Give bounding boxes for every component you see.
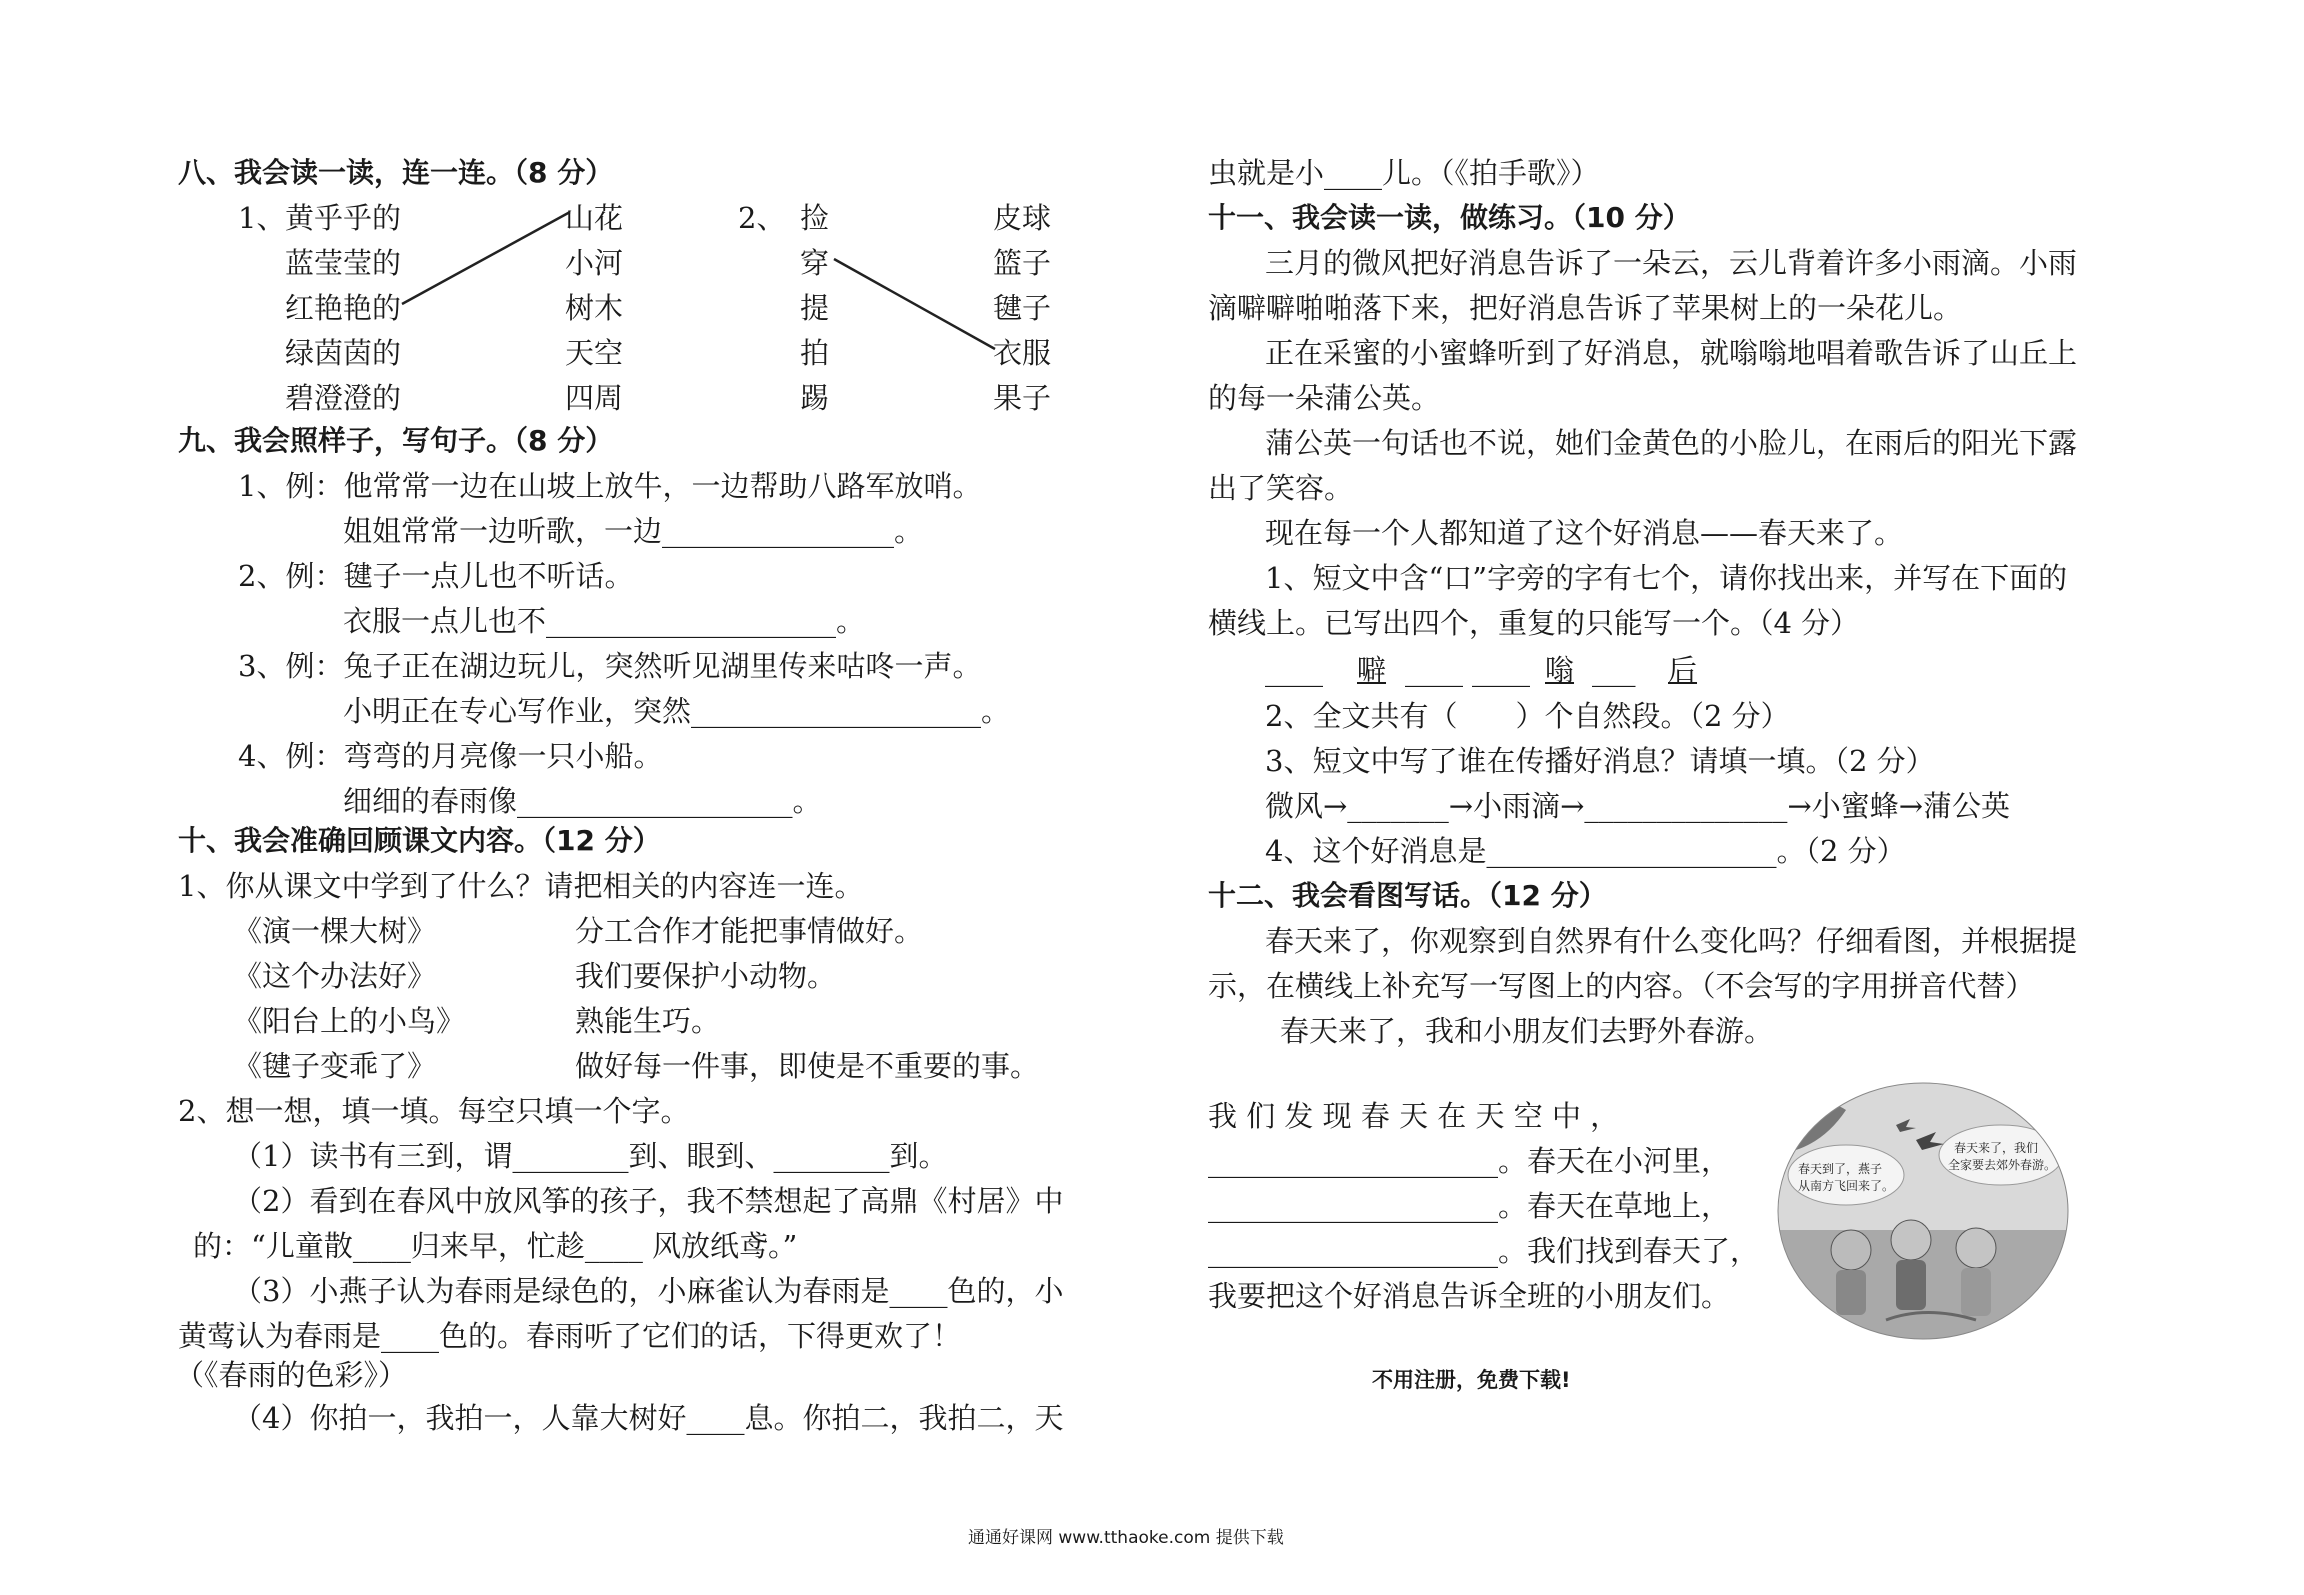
match-line-example-2 — [834, 259, 995, 349]
question-line: 横线上。已写出四个，重复的只能写一个。（4 分） — [1208, 606, 1860, 640]
g2-left-item: 穿 — [800, 246, 830, 280]
group-1-number: 1、 — [238, 201, 286, 235]
illustration-picture — [1776, 1080, 2070, 1342]
g2-left-item: 拍 — [800, 336, 830, 370]
g1-right-item: 山花 — [565, 201, 624, 235]
g1-right-item: 天空 — [565, 336, 624, 370]
section-10-title: 十、我会准确回顾课文内容。（12 分） — [178, 824, 661, 857]
passage-line: 正在采蜜的小蜜蜂听到了好消息，就嗡嗡地唱着歌告诉了山丘上 — [1265, 336, 2078, 370]
g1-right-item: 树木 — [565, 291, 624, 325]
fill-line: 衣服一点儿也不____________________。 — [343, 604, 866, 638]
g2-left-item: 踢 — [800, 381, 830, 415]
lesson-title: 《这个办法好》 — [233, 959, 437, 993]
lesson-moral: 熟能生巧。 — [575, 1004, 721, 1038]
fill-line: 微风→_______→小雨滴→______________→小蜜蜂→蒲公英 — [1265, 789, 2010, 823]
example-line: 3、例：兔子正在湖边玩儿，突然听见湖里传来咕咚一声。 — [238, 649, 982, 683]
given-character: 后 — [1668, 653, 1698, 687]
passage-line: 的每一朵蒲公英。 — [1208, 381, 1441, 415]
bubble-right-line-1: 春天来了，我们 — [1954, 1141, 2039, 1155]
writing-line: ____________________。我们找到春天了， — [1208, 1234, 1760, 1268]
fill-line: 小明正在专心写作业，突然____________________。 — [343, 694, 1011, 728]
section-9-title: 九、我会照样子，写句子。（8 分） — [178, 424, 614, 457]
match-line-example-1 — [402, 212, 570, 304]
writing-line: ____________________。春天在小河里， — [1208, 1144, 1731, 1178]
example-line: 2、例：毽子一点儿也不听话。 — [238, 559, 634, 593]
g1-right-item: 四周 — [565, 381, 624, 415]
section-12-title: 十二、我会看图写话。（12 分） — [1208, 879, 1607, 912]
g1-left-item: 黄乎乎的 — [285, 201, 402, 235]
passage-line: 现在每一个人都知道了这个好消息——春天来了。 — [1265, 516, 1904, 550]
g1-left-item: 蓝莹莹的 — [285, 246, 402, 280]
lesson-title: 《毽子变乖了》 — [233, 1049, 437, 1083]
lesson-title: 《阳台上的小鸟》 — [233, 1004, 466, 1038]
g2-right-item: 毽子 — [993, 291, 1052, 325]
question-2: 2、想一想，填一填。每空只填一个字。 — [178, 1094, 690, 1128]
g2-right-item: 衣服 — [993, 336, 1052, 370]
question-line: 3、短文中写了谁在传播好消息？请填一填。（2 分） — [1265, 744, 1935, 778]
g2-right-item: 篮子 — [993, 246, 1052, 280]
lesson-moral: 做好每一件事，即使是不重要的事。 — [575, 1049, 1040, 1083]
writing-line: ____________________。春天在草地上， — [1208, 1189, 1731, 1223]
fill-line: （1）读书有三到，谓________到、眼到、________到。 — [233, 1139, 948, 1173]
blank: ____ — [1405, 653, 1463, 687]
bubble-left-line-2: 从南方飞回来了。 — [1798, 1179, 1895, 1193]
fill-line: 的：“儿童散____归来早，忙趁____ 风放纸鸢。” — [193, 1229, 798, 1263]
fill-line: （2）看到在春风中放风筝的孩子，我不禁想起了高鼎《村居》中 — [233, 1184, 1064, 1218]
blank: ____ — [1265, 653, 1323, 687]
question-line: 2、全文共有（ ）个自然段。（2 分） — [1265, 699, 1790, 733]
group-2-number: 2、 — [738, 201, 786, 235]
source-note: （《春雨的色彩》） — [175, 1358, 408, 1392]
spring-outing-illustration — [1776, 1080, 2070, 1342]
example-line: 1、例：他常常一边在山坡上放牛，一边帮助八路军放哨。 — [238, 469, 982, 503]
blank: ____ — [1472, 653, 1530, 687]
fill-line: 姐姐常常一边听歌，一边________________。 — [343, 514, 924, 548]
lesson-title: 《演一棵大树》 — [233, 914, 437, 948]
instruction-line: 示，在横线上补充写一写图上的内容。（不会写的字用拼音代替） — [1208, 969, 2035, 1003]
bubble-left-line-1: 春天到了，燕子 — [1798, 1162, 1883, 1176]
fill-line: 细细的春雨像___________________。 — [343, 784, 822, 818]
writing-line: 春天来了，我和小朋友们去野外春游。 — [1280, 1014, 1774, 1048]
blank: ___ — [1592, 653, 1636, 687]
g2-right-item: 果子 — [993, 381, 1052, 415]
passage-line: 滴噼噼啪啪落下来，把好消息告诉了苹果树上的一朵花儿。 — [1208, 291, 1963, 325]
writing-line: 我要把这个好消息告诉全班的小朋友们。 — [1208, 1279, 1731, 1313]
bubble-right-line-2: 全家要去郊外春游。 — [1948, 1158, 2057, 1172]
section-8-title: 八、我会读一读，连一连。（8 分） — [178, 156, 614, 189]
g2-left-item: 捡 — [800, 201, 830, 235]
fill-line: （3）小燕子认为春雨是绿色的，小麻雀认为春雨是____色的，小 — [233, 1274, 1064, 1308]
lesson-moral: 分工合作才能把事情做好。 — [575, 914, 924, 948]
writing-line: 我 们 发 现 春 天 在 天 空 中 ， — [1208, 1099, 1620, 1133]
passage-line: 三月的微风把好消息告诉了一朵云，云儿背着许多小雨滴。小雨 — [1265, 246, 2078, 280]
fill-line: 4、这个好消息是____________________。（2 分） — [1265, 834, 1906, 868]
g1-left-item: 红艳艳的 — [285, 291, 402, 325]
example-line: 4、例：弯弯的月亮像一只小船。 — [238, 739, 663, 773]
given-character: 噼 — [1357, 653, 1387, 687]
promo-text: 不用注册，免费下载! — [1372, 1368, 1571, 1392]
g1-right-item: 小河 — [565, 246, 624, 280]
instruction-line: 春天来了，你观察到自然界有什么变化吗？仔细看图，并根据提 — [1265, 924, 2078, 958]
fill-line: 黄莺认为春雨是____色的。春雨听了它们的话，下得更欢了！ — [178, 1319, 962, 1353]
footer-text: 通通好课网 www.tthaoke.com 提供下载 — [968, 1528, 1284, 1548]
passage-line: 蒲公英一句话也不说，她们金黄色的小脸儿，在雨后的阳光下露 — [1265, 426, 2078, 460]
question-1: 1、你从课文中学到了什么？请把相关的内容连一连。 — [178, 869, 864, 903]
g2-left-item: 提 — [800, 291, 830, 325]
fill-line: （4）你拍一，我拍一，人靠大树好____息。你拍二，我拍二，天 — [233, 1401, 1064, 1435]
section-11-title: 十一、我会读一读，做练习。（10 分） — [1208, 201, 1691, 234]
given-character: 嗡 — [1545, 653, 1575, 687]
g1-left-item: 碧澄澄的 — [285, 381, 402, 415]
lesson-moral: 我们要保护小动物。 — [575, 959, 837, 993]
question-line: 1、短文中含“口”字旁的字有七个，请你找出来，并写在下面的 — [1265, 561, 2068, 595]
continuation-line: 虫就是小____儿。（《拍手歌》） — [1208, 156, 1600, 190]
g1-left-item: 绿茵茵的 — [285, 336, 402, 370]
passage-line: 出了笑容。 — [1208, 471, 1354, 505]
g2-right-item: 皮球 — [993, 201, 1052, 235]
